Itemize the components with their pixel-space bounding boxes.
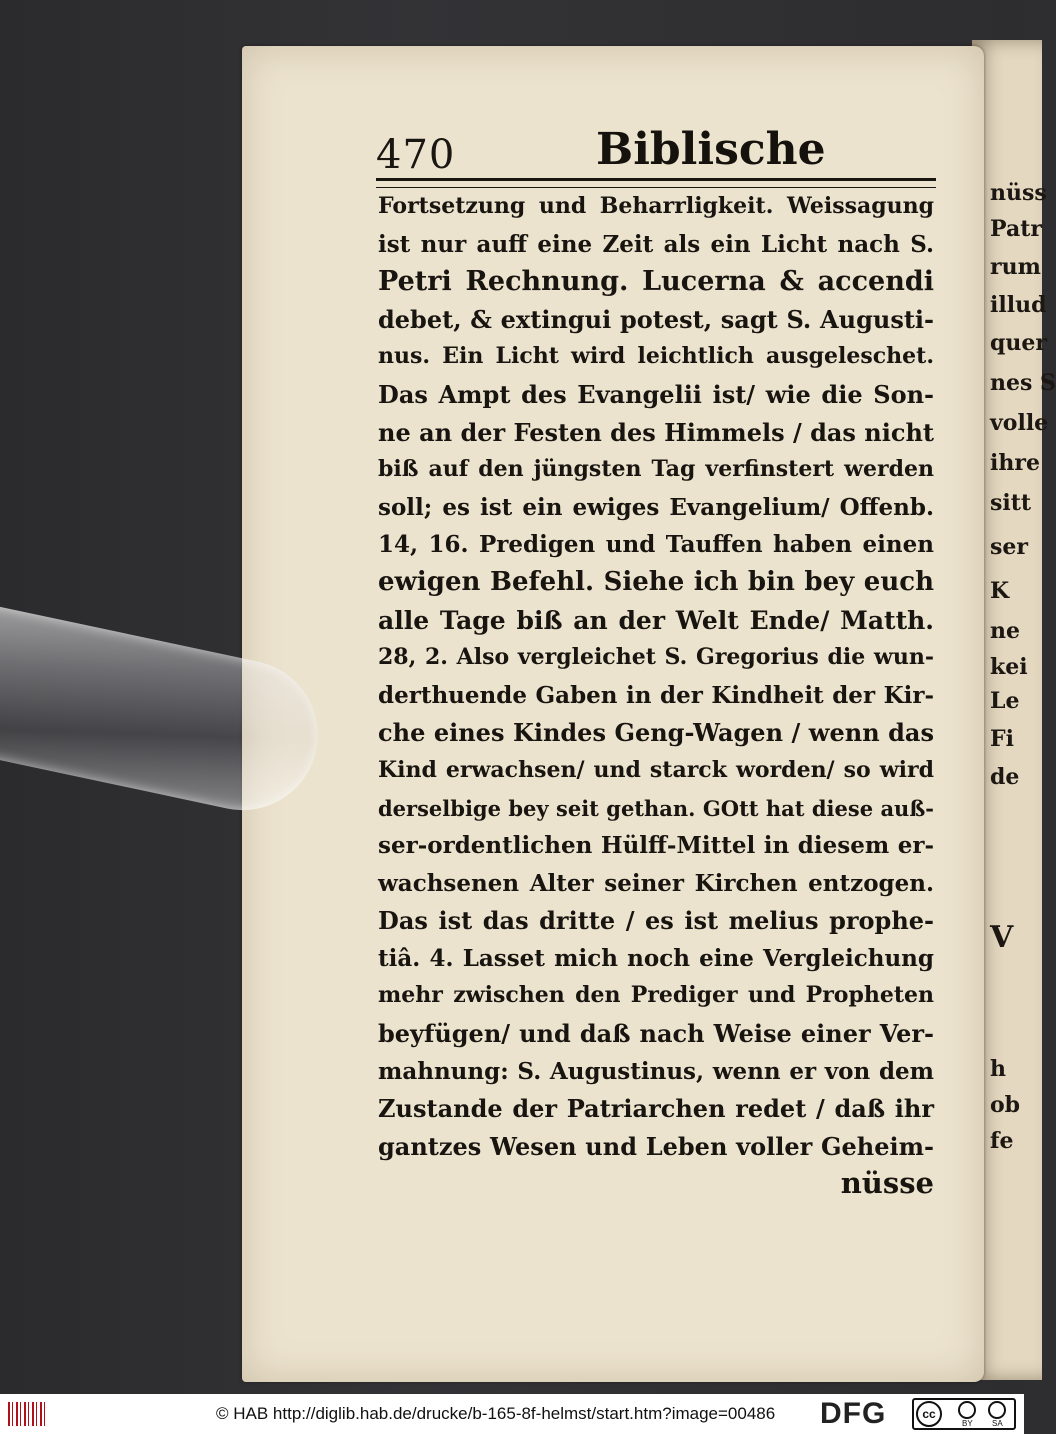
next-page-fragment: fe xyxy=(990,1128,1014,1154)
page-header xyxy=(376,124,936,180)
text-line: mehr zwischen den Prediger und Propheten xyxy=(378,982,934,1009)
cc-license-badge[interactable] xyxy=(912,1398,1016,1430)
text-line: debet, & extingui potest, sagt S. Augusti- xyxy=(378,304,934,334)
next-page-fragment: kei xyxy=(990,654,1028,680)
sa-label: SA xyxy=(992,1419,1003,1428)
share-alike-icon xyxy=(988,1401,1006,1419)
next-page-fragment: de xyxy=(990,764,1020,790)
text-line: 14, 16. Predigen und Tauffen haben einen xyxy=(378,531,934,559)
text-line: che eines Kindes Geng-Wagen / wenn das xyxy=(378,718,934,748)
next-page-fragment: ser xyxy=(990,534,1028,560)
text-line: ewigen Befehl. Siehe ich bin bey euch xyxy=(378,566,934,597)
next-page-fragment: Patr xyxy=(990,216,1042,242)
text-line: wachsenen Alter seiner Kirchen entzogen. xyxy=(378,869,934,897)
running-head: Biblische xyxy=(596,124,826,175)
page-number: 470 xyxy=(376,132,456,178)
text-line: ist nur auff eine Zeit als ein Licht nach S. xyxy=(378,230,934,258)
next-page-fragment: V xyxy=(990,920,1014,955)
text-line: ne an der Festen des Himmels / das nicht xyxy=(378,417,934,447)
next-page-fragment: nüss xyxy=(990,180,1047,206)
text-line: nus. Ein Licht wird leichtlich ausgeleschet. xyxy=(378,343,934,370)
next-page-fragment: ne xyxy=(990,618,1020,644)
next-page-fragment: quer xyxy=(990,330,1047,356)
catchword: nüsse xyxy=(840,1166,934,1201)
by-attribution-icon xyxy=(958,1401,976,1419)
next-page-fragment: volle xyxy=(990,410,1049,436)
text-line: soll; es ist ein ewiges Evangelium/ Offenb. xyxy=(378,493,934,521)
next-page-fragment: Le xyxy=(990,688,1020,714)
by-label: BY xyxy=(962,1419,973,1428)
next-page-fragment: h xyxy=(990,1056,1006,1082)
next-page-fragment: ihre xyxy=(990,450,1040,476)
text-line: gantzes Wesen und Leben voller Geheim- xyxy=(378,1131,934,1161)
text-line: Das ist das dritte / es ist melius prophe- xyxy=(378,906,934,936)
text-line: mahnung: S. Augustinus, wenn er von dem xyxy=(378,1057,934,1085)
next-page-fragment: sitt xyxy=(990,490,1032,516)
header-rule xyxy=(376,178,936,188)
next-page-fragment: Fi xyxy=(990,726,1014,752)
text-line: Petri Rechnung. Lucerna & accendi xyxy=(378,266,934,298)
text-line: tiâ. 4. Lasset mich noch eine Vergleichung xyxy=(378,944,934,972)
text-line: Zustande der Patriarchen redet / daß ihr xyxy=(378,1094,934,1124)
credit-link[interactable]: © HAB http://diglib.hab.de/drucke/b-165-8f-helmst/start.htm?image=00486 xyxy=(216,1404,776,1423)
text-line: beyfügen/ und daß nach Weise einer Ver- xyxy=(378,1019,934,1049)
text-line: Das Ampt des Evangelii ist/ wie die Son- xyxy=(378,379,934,409)
text-line: alle Tage biß an der Welt Ende/ Matth. xyxy=(378,605,934,635)
hab-barcode-icon xyxy=(8,1402,48,1426)
next-page-fragment: illud xyxy=(990,292,1047,318)
next-page-fragment: K xyxy=(990,578,1010,604)
text-line: derthuende Gaben in der Kindheit der Kir- xyxy=(378,681,934,709)
text-line: derselbige bey seit gethan. GOtt hat diese auß- xyxy=(378,795,934,821)
text-line: biß auf den jüngsten Tag verfinstert werden xyxy=(378,456,934,483)
next-page-fragment: nes S xyxy=(990,370,1056,396)
next-page-fragment: rum xyxy=(990,254,1041,280)
text-line: Fortsetzung und Beharrligkeit. Weissagung xyxy=(378,193,934,219)
footer-bar xyxy=(0,1394,1024,1434)
next-page-fragment: ob xyxy=(990,1092,1021,1118)
cc-icon: cc xyxy=(916,1401,942,1427)
text-line: Kind erwachsen/ und starck worden/ so wird xyxy=(378,756,934,783)
body-text xyxy=(378,188,934,1203)
text-line: ser-ordentlichen Hülff-Mittel in diesem er- xyxy=(378,832,934,860)
dfg-logo: DFG xyxy=(820,1397,887,1430)
text-line: 28, 2. Also vergleichet S. Gregorius die wun- xyxy=(378,644,934,671)
